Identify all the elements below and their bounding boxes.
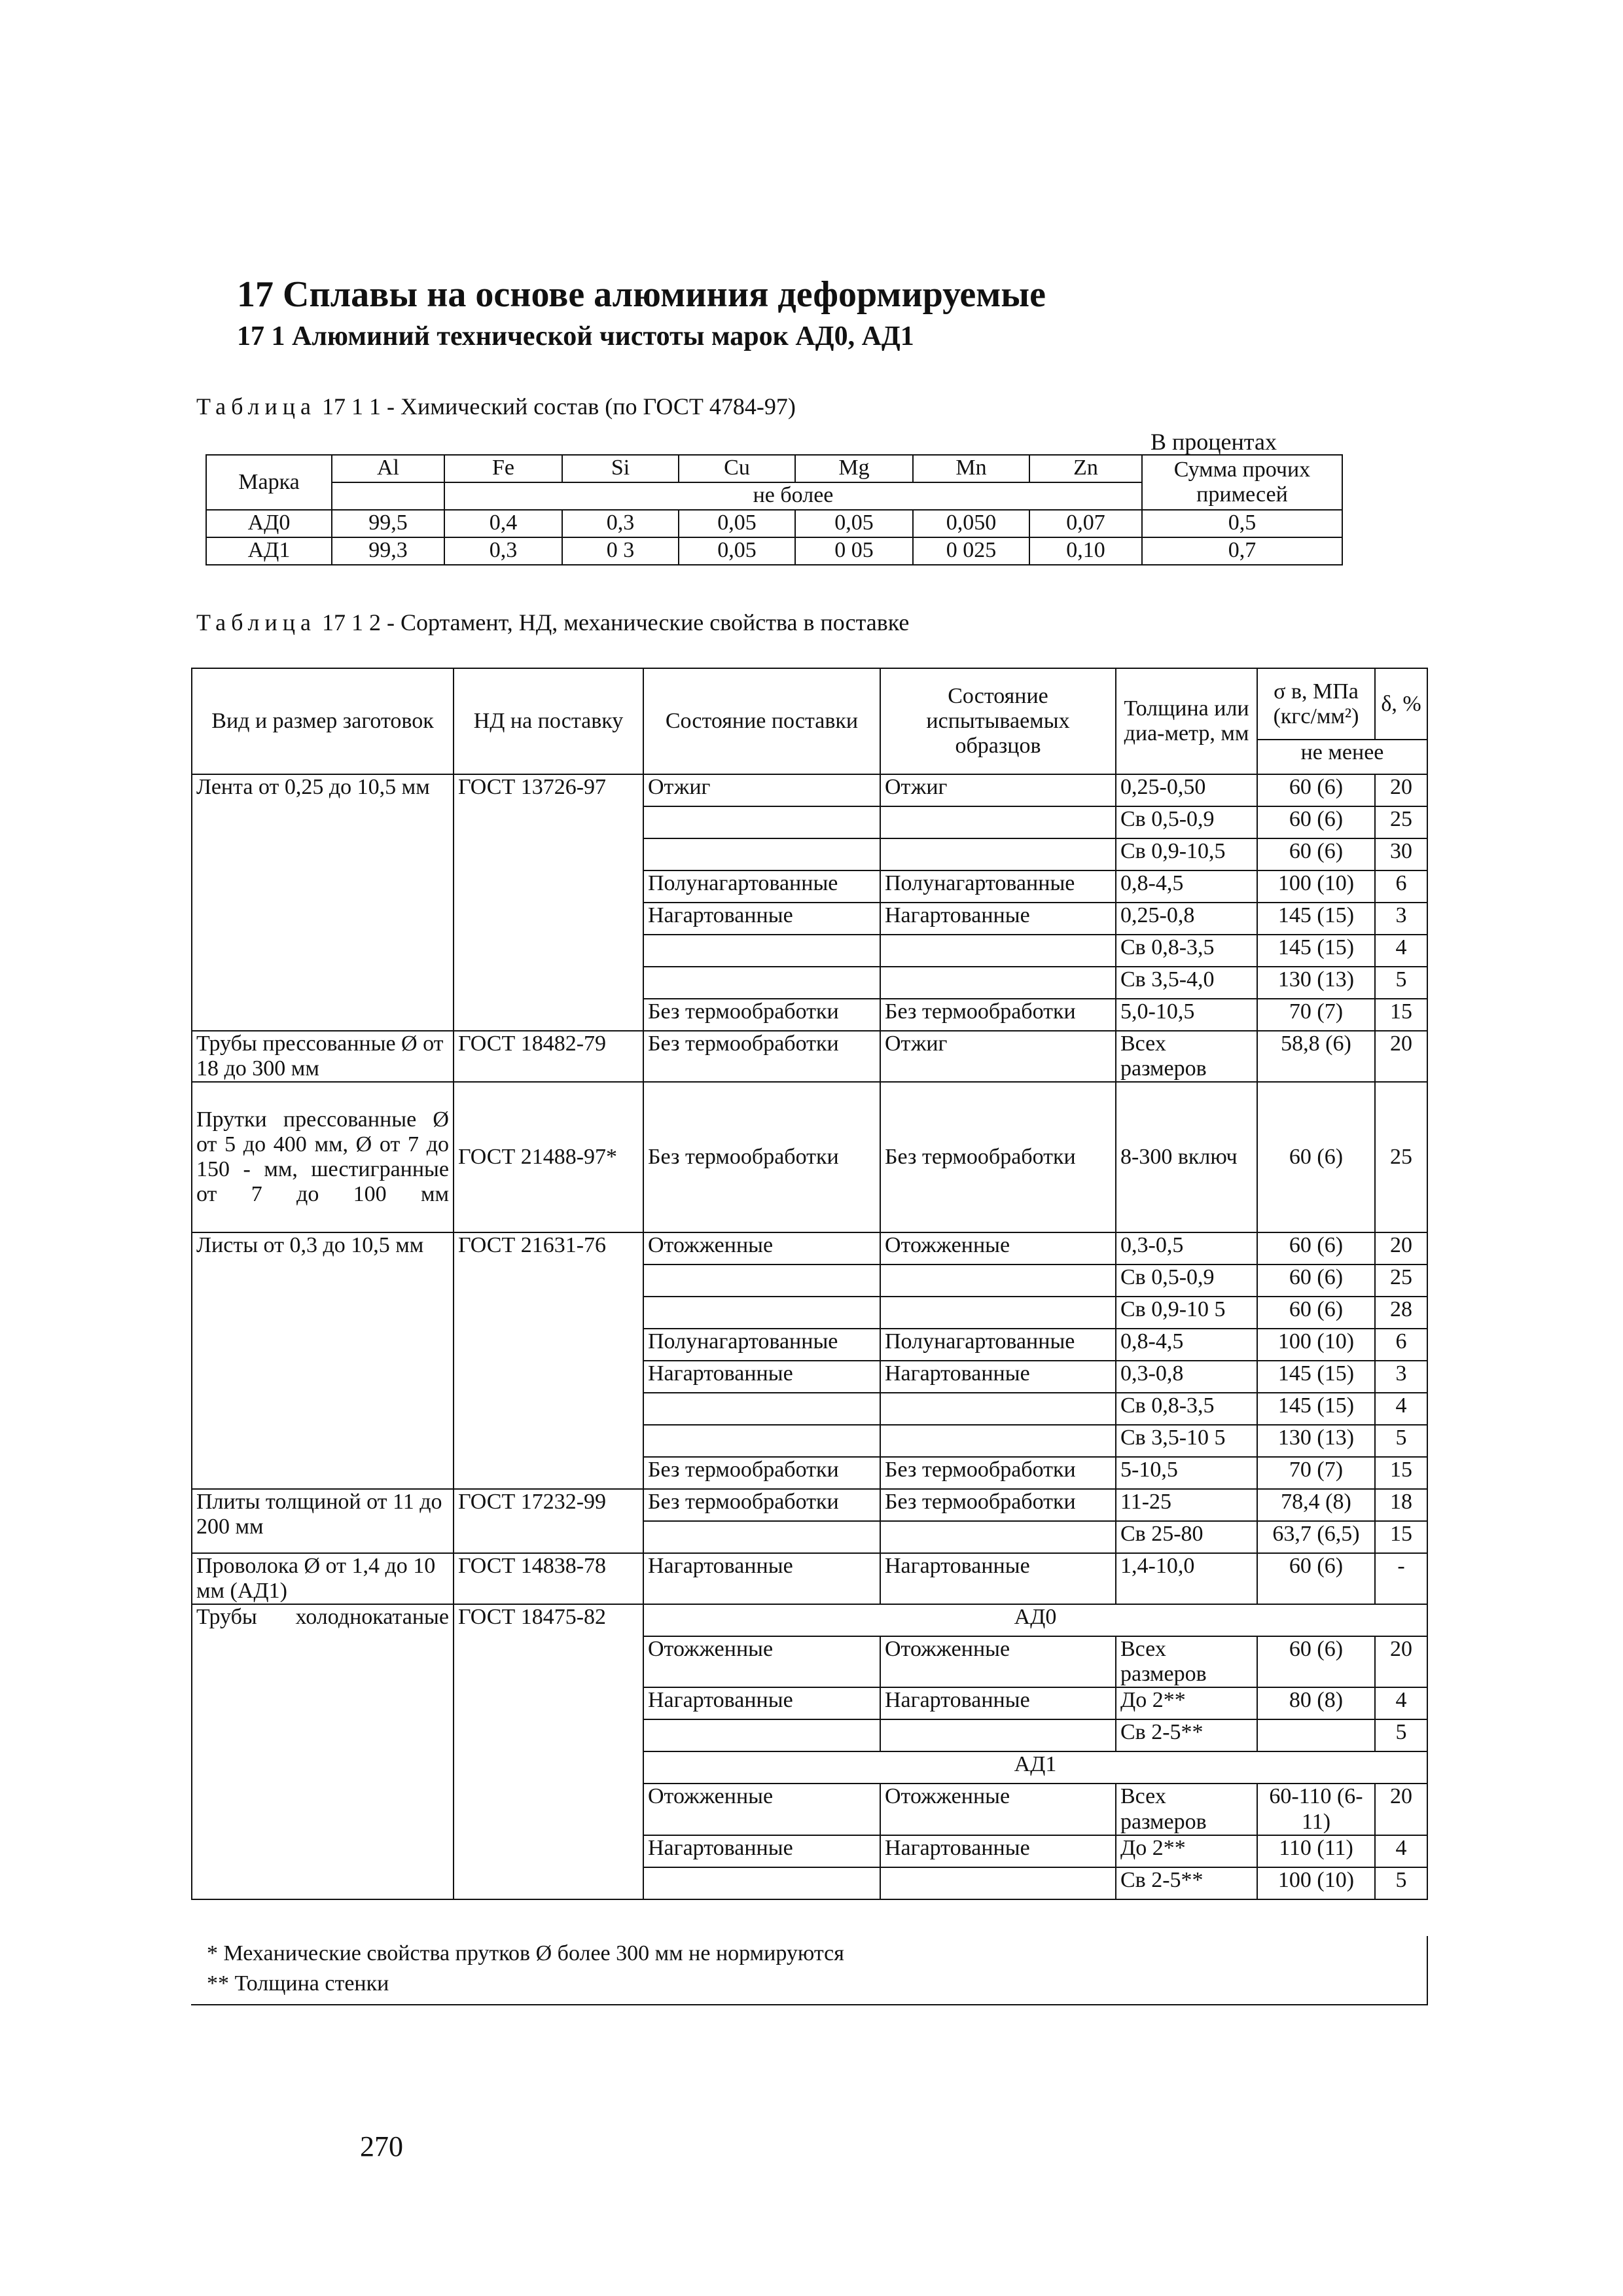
cell-delta: 18	[1375, 1489, 1427, 1521]
cell-sigma: 60 (6)	[1257, 1636, 1375, 1687]
table-row	[192, 1553, 1427, 1604]
table2-caption-text: - Сортамент, НД, механические свойства в поставке	[386, 609, 910, 636]
cell-supply-state: Нагартованные	[643, 1687, 880, 1719]
header-fe: Fe	[444, 455, 562, 482]
cell-cu: 0,05	[679, 537, 795, 565]
cell-sigma: 70 (7)	[1257, 999, 1375, 1031]
cell-size: Св 0,8-3,5	[1116, 935, 1257, 967]
cell-size: Св 0,5-0,9	[1116, 1265, 1257, 1297]
cell-test-state: Отжиг	[880, 774, 1116, 806]
cell-sigma: 58,8 (6)	[1257, 1031, 1375, 1082]
cell-nd: ГОСТ 18475-82	[454, 1604, 643, 1899]
cell-supply-state: Отожженные	[643, 1636, 880, 1687]
cell-mg: 0,05	[795, 510, 913, 537]
cell-supply-state: Без термообработки	[643, 1457, 880, 1489]
table2-caption-word: Таблица	[196, 609, 316, 636]
header-other-sum: Сумма прочих примесей	[1142, 455, 1342, 510]
cell-nd: ГОСТ 18482-79	[454, 1031, 643, 1082]
cell-supply-state: Нагартованные	[643, 1361, 880, 1393]
cell-size: Св 3,5-4,0	[1116, 967, 1257, 999]
cell-zn: 0,07	[1029, 510, 1142, 537]
cell-delta: 5	[1375, 967, 1427, 999]
cell-test-state: Полунагартованные	[880, 1329, 1116, 1361]
table-row	[192, 1604, 1427, 1636]
cell-sigma: 145 (15)	[1257, 935, 1375, 967]
cell-test-state: Отожженные	[880, 1784, 1116, 1835]
cell-size: Св 2-5**	[1116, 1719, 1257, 1751]
cell-mn: 0,050	[913, 510, 1029, 537]
table-row	[206, 537, 1342, 565]
cell-supply-state: Без термообработки	[643, 1082, 880, 1232]
table-row	[192, 1082, 1427, 1232]
table2-caption	[196, 609, 909, 636]
cell-other: 0,5	[1142, 510, 1342, 537]
cell-delta: 25	[1375, 1082, 1427, 1232]
cell-blank: Плиты толщиной от 11 до 200 мм	[192, 1489, 454, 1553]
cell-sigma: 100 (10)	[1257, 1329, 1375, 1361]
cell-supply-state	[643, 1425, 880, 1457]
cell-size: Св 0,9-10,5	[1116, 838, 1257, 870]
cell-supply-state: Полунагартованные	[643, 1329, 880, 1361]
header-delta: δ, %	[1375, 668, 1427, 740]
cell-other: 0,7	[1142, 537, 1342, 565]
cell-test-state: Отожженные	[880, 1232, 1116, 1265]
cell-delta: 5	[1375, 1719, 1427, 1751]
cell-sigma: 78,4 (8)	[1257, 1489, 1375, 1521]
cell-supply-state	[643, 935, 880, 967]
header-nd: НД на поставку	[454, 668, 643, 774]
header-sigma: σ в, МПа (кгс/мм²)	[1257, 668, 1375, 740]
cell-delta: 25	[1375, 1265, 1427, 1297]
cell-delta: 4	[1375, 1393, 1427, 1425]
cell-supply-state	[643, 1719, 880, 1751]
table1-units: В процентах	[1150, 429, 1277, 455]
cell-delta: 4	[1375, 1687, 1427, 1719]
cell-nd: ГОСТ 21631-76	[454, 1232, 643, 1489]
cell-size: Св 2-5**	[1116, 1867, 1257, 1899]
cell-sigma: 60 (6)	[1257, 1553, 1375, 1604]
cell-supply-state	[643, 967, 880, 999]
cell-size: 0,25-0,8	[1116, 903, 1257, 935]
cell-test-state: Без термообработки	[880, 1457, 1116, 1489]
footnote-1: * Механические свойства прутков Ø более 300 мм не нормируются	[207, 1941, 844, 1965]
cell-nd: ГОСТ 14838-78	[454, 1553, 643, 1604]
table1-caption-number: 17 1 1	[321, 393, 381, 420]
cell-fe: 0,4	[444, 510, 562, 537]
header-zn: Zn	[1029, 455, 1142, 482]
cell-sigma: 60 (6)	[1257, 1232, 1375, 1265]
cell-size: 5,0-10,5	[1116, 999, 1257, 1031]
cell-sigma: 60 (6)	[1257, 1265, 1375, 1297]
cell-cu: 0,05	[679, 510, 795, 537]
cell-test-state: Нагартованные	[880, 1553, 1116, 1604]
cell-al: 99,5	[332, 510, 444, 537]
cell-size: Св 25-80	[1116, 1521, 1257, 1553]
cell-size: Св 3,5-10 5	[1116, 1425, 1257, 1457]
cell-test-state	[880, 1393, 1116, 1425]
header-thickness: Толщина или диа-метр, мм	[1116, 668, 1257, 774]
cell-test-state: Нагартованные	[880, 903, 1116, 935]
cell-mn: 0 025	[913, 537, 1029, 565]
cell-test-state	[880, 967, 1116, 999]
cell-supply-state: Нагартованные	[643, 1835, 880, 1867]
cell-sigma: 80 (8)	[1257, 1687, 1375, 1719]
cell-sigma: 130 (13)	[1257, 1425, 1375, 1457]
cell-mg: 0 05	[795, 537, 913, 565]
cell-supply-state	[643, 806, 880, 838]
cell-sigma: 145 (15)	[1257, 1361, 1375, 1393]
cell-zn: 0,10	[1029, 537, 1142, 565]
cell-grade: АД1	[206, 537, 332, 565]
header-si: Si	[562, 455, 679, 482]
cell-supply-state: Без термообработки	[643, 999, 880, 1031]
header-max-note: не более	[444, 482, 1142, 510]
cell-blank: Листы от 0,3 до 10,5 мм	[192, 1232, 454, 1489]
cell-sigma: 60 (6)	[1257, 1082, 1375, 1232]
cell-delta: 20	[1375, 774, 1427, 806]
table-row	[192, 1031, 1427, 1082]
cell-size: 0,25-0,50	[1116, 774, 1257, 806]
cell-size: 11-25	[1116, 1489, 1257, 1521]
header-cu: Cu	[679, 455, 795, 482]
cell-delta: 20	[1375, 1031, 1427, 1082]
header-al-blank	[332, 482, 444, 510]
cell-size: До 2**	[1116, 1687, 1257, 1719]
page-number: 270	[360, 2130, 403, 2162]
cell-delta: 20	[1375, 1232, 1427, 1265]
section-title: 17 Сплавы на основе алюминия деформируемые	[237, 274, 1046, 315]
cell-sigma: 60 (6)	[1257, 1297, 1375, 1329]
cell-delta: 6	[1375, 1329, 1427, 1361]
table-row	[192, 774, 1427, 806]
cell-size: Всех размеров	[1116, 1784, 1257, 1835]
cell-supply-state	[643, 838, 880, 870]
cell-delta: 3	[1375, 903, 1427, 935]
header-grade: Марка	[206, 455, 332, 510]
header-min-note: не менее	[1257, 740, 1427, 774]
cell-test-state: Нагартованные	[880, 1687, 1116, 1719]
table-row	[192, 1232, 1427, 1265]
cell-size: 0,8-4,5	[1116, 1329, 1257, 1361]
cell-test-state: Полунагартованные	[880, 870, 1116, 903]
cell-sigma: 70 (7)	[1257, 1457, 1375, 1489]
header-blank: Вид и размер заготовок	[192, 668, 454, 774]
cell-size: 0,3-0,8	[1116, 1361, 1257, 1393]
cell-test-state	[880, 1297, 1116, 1329]
cell-test-state	[880, 1719, 1116, 1751]
assortment-properties-table	[191, 668, 1428, 1900]
table1-caption-word: Таблица	[196, 393, 316, 420]
cell-test-state: Без термообработки	[880, 999, 1116, 1031]
cell-supply-state	[643, 1867, 880, 1899]
cell-test-state: Нагартованные	[880, 1835, 1116, 1867]
cell-supply-state	[643, 1521, 880, 1553]
cell-si: 0,3	[562, 510, 679, 537]
cell-delta: 5	[1375, 1867, 1427, 1899]
cell-size: 8-300 включ	[1116, 1082, 1257, 1232]
cell-si: 0 3	[562, 537, 679, 565]
cell-size: До 2**	[1116, 1835, 1257, 1867]
table2-caption-number: 17 1 2	[321, 609, 381, 636]
cell-test-state: Отжиг	[880, 1031, 1116, 1082]
cell-test-state: Без термообработки	[880, 1082, 1116, 1232]
cell-supply-state: Без термообработки	[643, 1489, 880, 1521]
cell-nd: ГОСТ 17232-99	[454, 1489, 643, 1553]
table-row	[192, 1489, 1427, 1521]
grade-section-header: АД1	[643, 1751, 1427, 1784]
cell-supply-state	[643, 1297, 880, 1329]
cell-test-state: Отожженные	[880, 1636, 1116, 1687]
table-row	[206, 510, 1342, 537]
cell-blank: Прутки прессованные Ø от 5 до 400 мм, Ø от 7 до 150 - мм, шестигранные от 7 до 100 мм	[192, 1082, 454, 1232]
cell-size: Всех размеров	[1116, 1031, 1257, 1082]
cell-supply-state: Без термообработки	[643, 1031, 880, 1082]
cell-supply-state: Отжиг	[643, 774, 880, 806]
cell-test-state	[880, 806, 1116, 838]
header-supply-state: Состояние поставки	[643, 668, 880, 774]
cell-supply-state	[643, 1393, 880, 1425]
cell-sigma: 145 (15)	[1257, 1393, 1375, 1425]
cell-sigma: 100 (10)	[1257, 1867, 1375, 1899]
cell-supply-state	[643, 1265, 880, 1297]
cell-test-state	[880, 838, 1116, 870]
cell-sigma: 60 (6)	[1257, 806, 1375, 838]
cell-delta: 5	[1375, 1425, 1427, 1457]
footnote-2: ** Толщина стенки	[207, 1971, 389, 1996]
header-mg: Mg	[795, 455, 913, 482]
cell-delta: 25	[1375, 806, 1427, 838]
cell-delta: 4	[1375, 1835, 1427, 1867]
cell-sigma: 110 (11)	[1257, 1835, 1375, 1867]
cell-test-state: Нагартованные	[880, 1361, 1116, 1393]
grade-section-header: АД0	[643, 1604, 1427, 1636]
cell-supply-state: Отожженные	[643, 1232, 880, 1265]
cell-delta: 20	[1375, 1784, 1427, 1835]
table1-caption	[196, 393, 796, 420]
cell-delta: 15	[1375, 1521, 1427, 1553]
cell-test-state: Без термообработки	[880, 1489, 1116, 1521]
cell-blank: Трубы холоднокатаные	[192, 1604, 454, 1899]
cell-size: 1,4-10,0	[1116, 1553, 1257, 1604]
cell-delta: 3	[1375, 1361, 1427, 1393]
cell-sigma: 100 (10)	[1257, 870, 1375, 903]
chemical-composition-table	[205, 454, 1343, 565]
cell-delta: 4	[1375, 935, 1427, 967]
cell-al: 99,3	[332, 537, 444, 565]
cell-supply-state: Полунагартованные	[643, 870, 880, 903]
cell-size: Св 0,9-10 5	[1116, 1297, 1257, 1329]
cell-sigma: 60-110 (6-11)	[1257, 1784, 1375, 1835]
assortment-rows	[192, 774, 1427, 1899]
cell-fe: 0,3	[444, 537, 562, 565]
cell-blank: Проволока Ø от 1,4 до 10 мм (АД1)	[192, 1553, 454, 1604]
cell-blank: Трубы прессованные Ø от 18 до 300 мм	[192, 1031, 454, 1082]
table1-caption-text: - Химический состав (по ГОСТ 4784-97)	[386, 393, 796, 420]
cell-size: 5-10,5	[1116, 1457, 1257, 1489]
cell-supply-state: Нагартованные	[643, 903, 880, 935]
cell-supply-state: Нагартованные	[643, 1553, 880, 1604]
header-test-state: Состояние испытываемых образцов	[880, 668, 1116, 774]
header-al: Al	[332, 455, 444, 482]
cell-sigma: 60 (6)	[1257, 774, 1375, 806]
cell-sigma: 130 (13)	[1257, 967, 1375, 999]
cell-sigma: 60 (6)	[1257, 838, 1375, 870]
cell-size: Св 0,8-3,5	[1116, 1393, 1257, 1425]
cell-test-state	[880, 1265, 1116, 1297]
subsection-title: 17 1 Алюминий технической чистоты марок АД0, АД1	[237, 321, 914, 351]
cell-delta: 30	[1375, 838, 1427, 870]
cell-blank: Лента от 0,25 до 10,5 мм	[192, 774, 454, 1031]
cell-test-state	[880, 1425, 1116, 1457]
cell-size: Всех размеров	[1116, 1636, 1257, 1687]
cell-delta: 28	[1375, 1297, 1427, 1329]
cell-sigma: 63,7 (6,5)	[1257, 1521, 1375, 1553]
cell-test-state	[880, 1867, 1116, 1899]
cell-delta: 20	[1375, 1636, 1427, 1687]
cell-nd: ГОСТ 13726-97	[454, 774, 643, 1031]
cell-supply-state: Отожженные	[643, 1784, 880, 1835]
cell-size: 0,3-0,5	[1116, 1232, 1257, 1265]
cell-test-state	[880, 935, 1116, 967]
footnotes	[207, 1939, 844, 1999]
header-mn: Mn	[913, 455, 1029, 482]
cell-sigma	[1257, 1719, 1375, 1751]
cell-sigma: 145 (15)	[1257, 903, 1375, 935]
cell-test-state	[880, 1521, 1116, 1553]
cell-delta: 6	[1375, 870, 1427, 903]
cell-nd: ГОСТ 21488-97*	[454, 1082, 643, 1232]
cell-delta: 15	[1375, 1457, 1427, 1489]
cell-grade: АД0	[206, 510, 332, 537]
cell-delta: -	[1375, 1553, 1427, 1604]
chemical-composition-rows	[206, 510, 1342, 565]
cell-size: 0,8-4,5	[1116, 870, 1257, 903]
cell-size: Св 0,5-0,9	[1116, 806, 1257, 838]
cell-delta: 15	[1375, 999, 1427, 1031]
